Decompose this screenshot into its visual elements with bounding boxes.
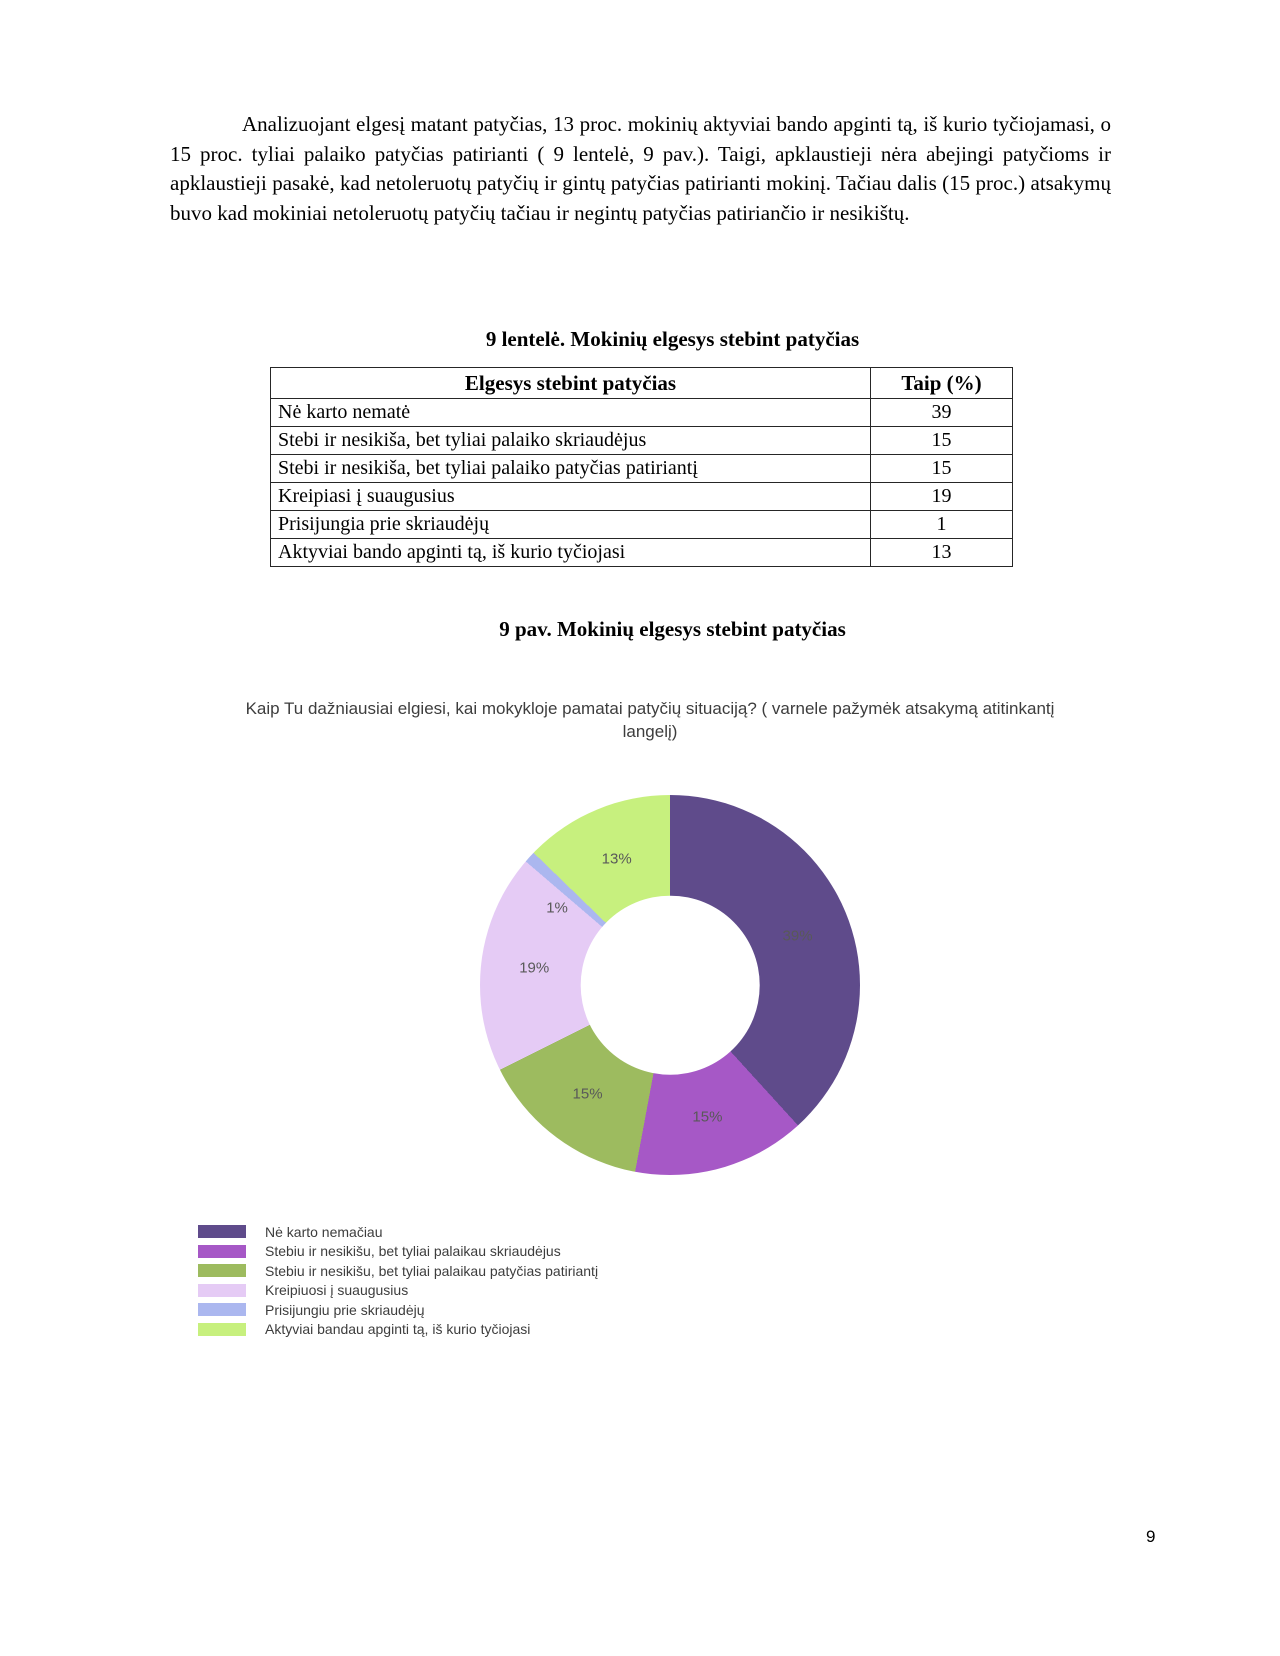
table-cell-behavior: Kreipiasi į suaugusius bbox=[271, 483, 871, 511]
table-header-behavior: Elgesys stebint patyčias bbox=[271, 368, 871, 399]
legend-swatch bbox=[198, 1225, 246, 1238]
table-cell-percent: 15 bbox=[871, 427, 1013, 455]
table-body bbox=[271, 399, 1013, 567]
table-row bbox=[271, 427, 1013, 455]
legend-label: Stebiu ir nesikišu, bet tyliai palaikau patyčias patiriantį bbox=[265, 1262, 599, 1279]
legend-swatch bbox=[198, 1264, 246, 1277]
table-title: 9 lentelė. Mokinių elgesys stebint patyčias bbox=[485, 327, 860, 351]
table-cell-percent: 39 bbox=[871, 399, 1013, 427]
legend-swatch bbox=[198, 1284, 246, 1297]
paragraph: Analizuojant elgesį matant patyčias, 13 proc. mokinių aktyviai bando apginti tą, iš kurio tyčiojamasi, o 15 proc. tyliai palaiko patyčias patirianti ( 9 lentelė, 9 pav.). Taigi, apklaustieji nėra abejingi patyčioms ir apklaustieji pasakė, kad netoleruotų patyčių ir gintų patyčias patirianti mokinį. Tačiau dalis (15 proc.) atsakymų buvo kad mokiniai netoleruotų patyčių tačiau ir negintų patyčias patiriančio ir nesikištų. bbox=[170, 112, 1111, 225]
legend-item bbox=[198, 1222, 598, 1242]
table-header-yes-percent: Taip (%) bbox=[871, 368, 1013, 399]
table-cell-percent: 13 bbox=[871, 539, 1013, 567]
legend-label: Prisijungiu prie skriaudėjų bbox=[265, 1301, 425, 1318]
table-cell-behavior: Stebi ir nesikiša, bet tyliai palaiko patyčias patiriantį bbox=[271, 455, 871, 483]
slice-label: 1% bbox=[546, 899, 568, 917]
legend-item bbox=[198, 1261, 598, 1281]
slice-label: 39% bbox=[782, 927, 813, 945]
slice-label: 19% bbox=[519, 959, 550, 977]
table-row bbox=[271, 455, 1013, 483]
table-row bbox=[271, 399, 1013, 427]
table-cell-behavior: Prisijungia prie skriaudėjų bbox=[271, 511, 871, 539]
behavior-table bbox=[270, 367, 1013, 567]
table-head bbox=[271, 368, 1013, 399]
figure-title: 9 pav. Mokinių elgesys stebint patyčias bbox=[499, 617, 846, 641]
legend-item bbox=[198, 1320, 598, 1340]
slice-label: 15% bbox=[692, 1108, 723, 1126]
table-cell-percent: 1 bbox=[871, 511, 1013, 539]
chart-title: Kaip Tu dažniausiai elgiesi, kai mokykloje pamatai patyčių situaciją? ( varnele pažymėk atsakymą atitinkantį langelį) bbox=[245, 699, 1055, 741]
table-header-row bbox=[271, 368, 1013, 399]
slice-label: 15% bbox=[572, 1085, 603, 1103]
legend-label: Nė karto nemačiau bbox=[265, 1223, 383, 1240]
table-row bbox=[271, 539, 1013, 567]
table-row bbox=[271, 483, 1013, 511]
legend-swatch bbox=[198, 1303, 246, 1316]
table-cell-behavior: Stebi ir nesikiša, bet tyliai palaiko skriaudėjus bbox=[271, 427, 871, 455]
donut-hole bbox=[581, 896, 760, 1075]
donut-chart bbox=[480, 795, 860, 1175]
legend-label: Stebiu ir nesikišu, bet tyliai palaikau skriaudėjus bbox=[265, 1243, 561, 1260]
legend-label: Aktyviai bandau apginti tą, iš kurio tyčiojasi bbox=[265, 1321, 531, 1338]
legend-item bbox=[198, 1281, 598, 1301]
table-cell-behavior: Aktyviai bando apginti tą, iš kurio tyčiojasi bbox=[271, 539, 871, 567]
legend-item bbox=[198, 1242, 598, 1262]
legend-item bbox=[198, 1300, 598, 1320]
table-cell-percent: 19 bbox=[871, 483, 1013, 511]
table-cell-behavior: Nė karto nematė bbox=[271, 399, 871, 427]
table-row bbox=[271, 511, 1013, 539]
chart-legend bbox=[198, 1222, 598, 1339]
legend-swatch bbox=[198, 1323, 246, 1336]
slice-label: 13% bbox=[601, 850, 632, 868]
legend-swatch bbox=[198, 1245, 246, 1258]
legend-label: Kreipiuosi į suaugusius bbox=[265, 1282, 409, 1299]
page-number: 9 bbox=[1146, 1527, 1156, 1546]
table-cell-percent: 15 bbox=[871, 455, 1013, 483]
